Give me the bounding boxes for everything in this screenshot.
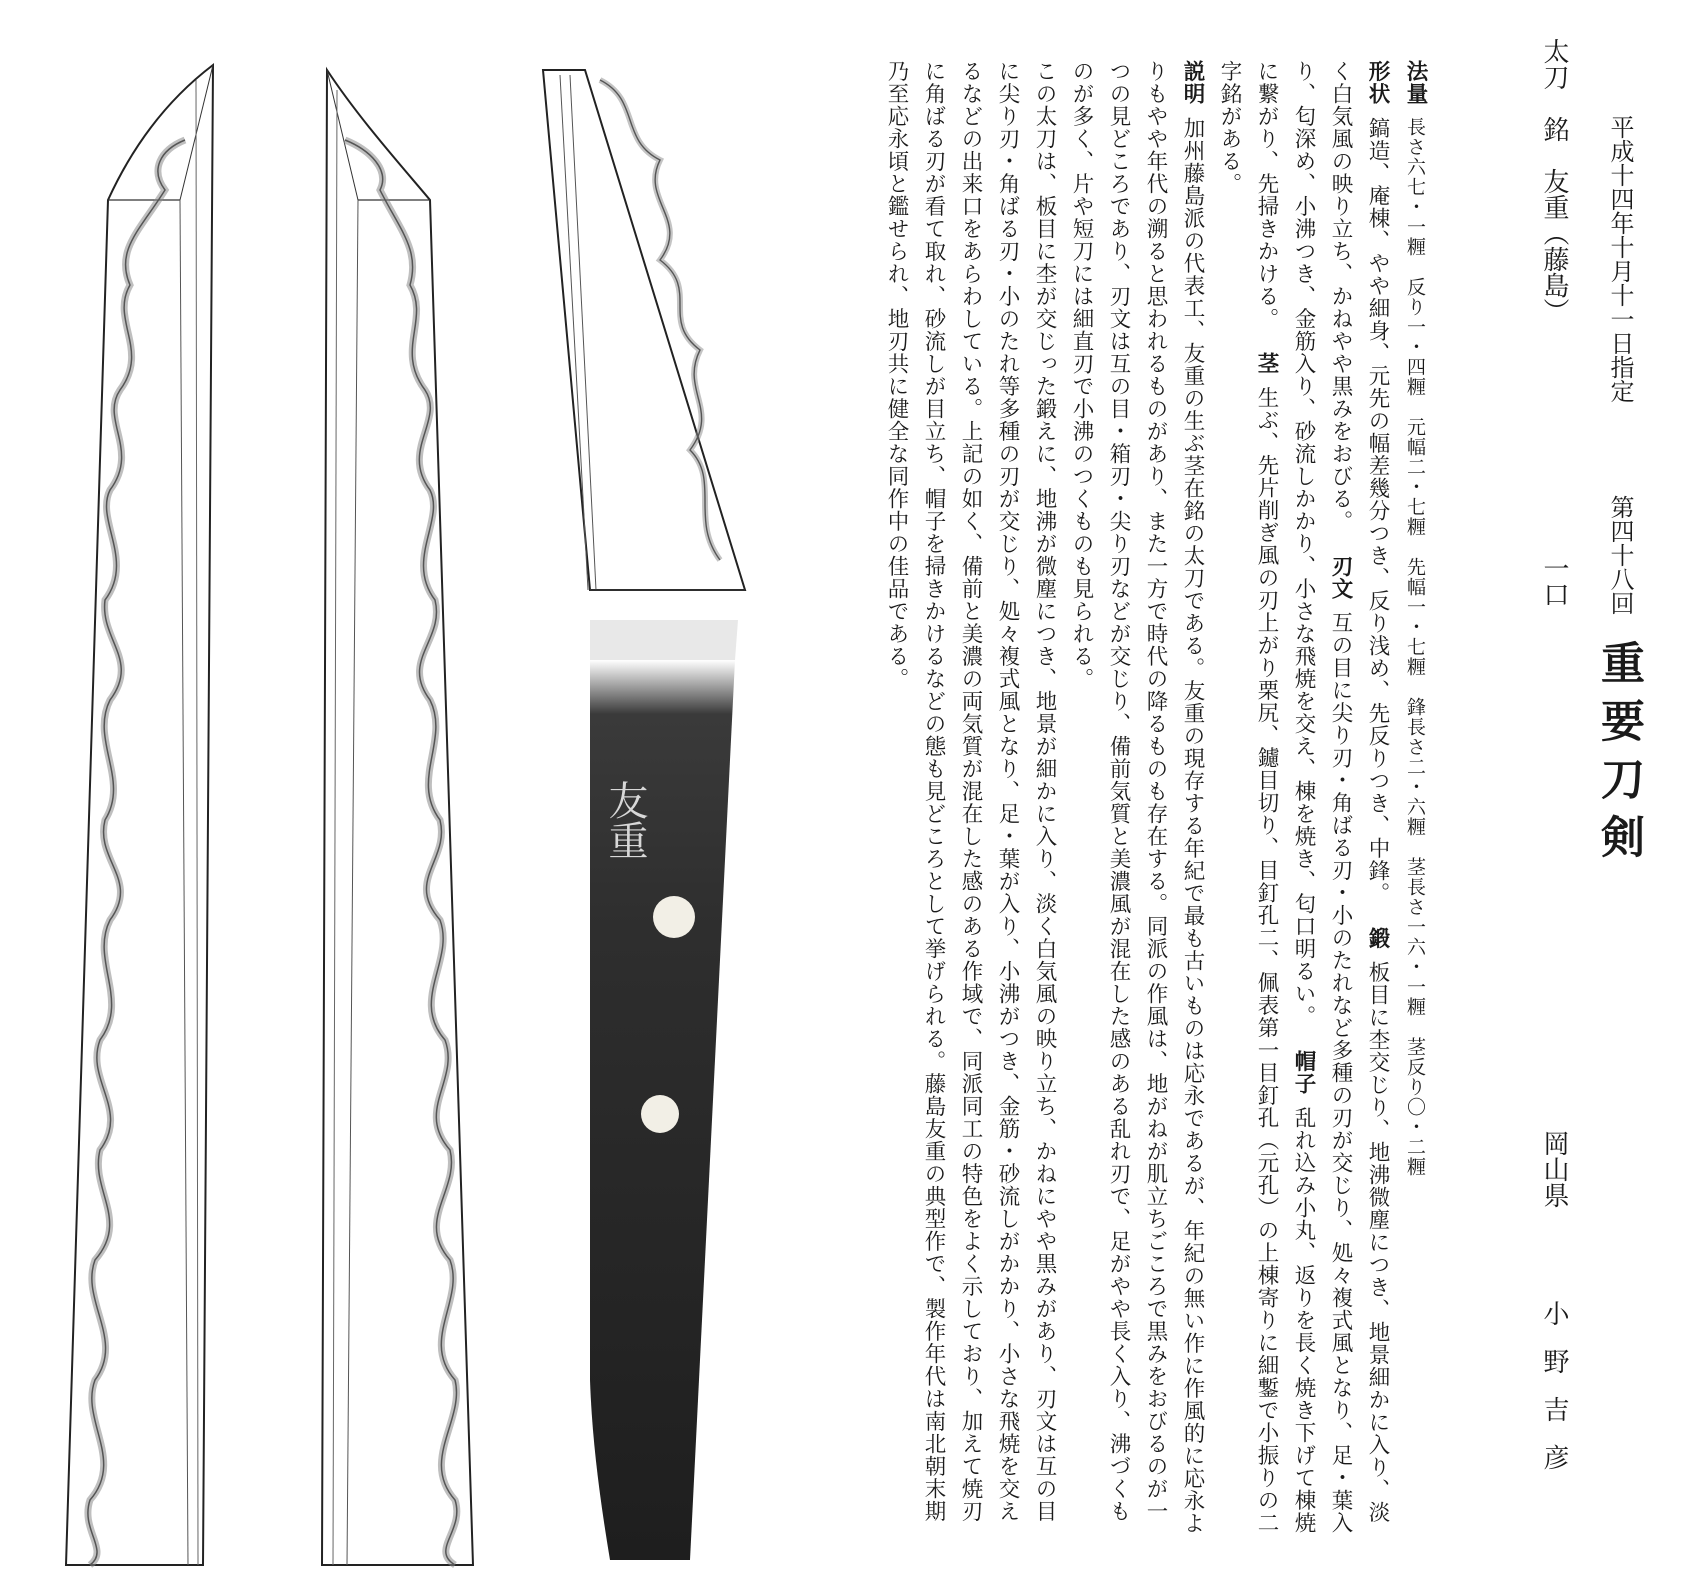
nakago-label: 茎 bbox=[1254, 352, 1279, 375]
tang-signature: 友重 bbox=[602, 780, 648, 860]
boshi-label: 帽子 bbox=[1291, 1049, 1316, 1095]
description-body bbox=[878, 60, 1434, 1540]
owner-name: 小野吉彦 bbox=[1539, 1300, 1569, 1492]
keijo-label: 形状 bbox=[1365, 60, 1390, 105]
blade-back-oshigata bbox=[322, 70, 473, 1565]
hamon-text: 互の目に尖り刃・角ばる刃・小のたれなど多種の刃が交じり、処々複式風となり、足・葉入り、匂深め、小沸つき、金筋入り、砂流しかかり、小さな飛焼を交え、棟を焼き、匂口明るい。 bbox=[1291, 60, 1353, 1534]
keijo-text: 鎬造、庵棟、やや細身、元先の幅差幾分つき、反り浅め、先反りつき、中鋒。 bbox=[1365, 117, 1390, 905]
mekugi-hole-1 bbox=[653, 896, 695, 938]
horyo-text: 長さ六七・一糎 反り一・四糎 元幅二・七糎 先幅一・七糎 鋒長さ二・六糎 茎長さ一六・一糎 茎反り〇・二糎 bbox=[1404, 117, 1426, 1177]
setsumei-paragraph-2 bbox=[878, 60, 1063, 1540]
keijo-paragraph bbox=[1211, 60, 1396, 1540]
mekugi-hole-2 bbox=[641, 1095, 679, 1133]
horyo-paragraph bbox=[1396, 60, 1434, 1540]
nakago-text: 生ぶ、先片削ぎ風の刃上がり栗尻、鑢目切り、目釘孔二、佩表第一目釘孔（元孔）の上棟寄りに細鏨で小振りの二字銘がある。 bbox=[1217, 60, 1279, 1534]
boshi-text: 乱れ込み小丸、返りを長く焼き下げて棟焼に繋がり、先掃きかける。 bbox=[1254, 60, 1316, 1534]
hamon-label: 刃文 bbox=[1328, 554, 1353, 600]
kitae-text: 板目に杢交じり、地沸微塵につき、地景細かに入り、淡く白気風の映り立ち、かねやや黒みをおびる。 bbox=[1328, 60, 1390, 1524]
sword-illustrations bbox=[0, 0, 780, 1584]
session-number: 第四十八回 bbox=[1606, 495, 1634, 615]
kitae-label: 鍛 bbox=[1365, 926, 1390, 949]
item-count: 一口 bbox=[1539, 555, 1569, 607]
item-name: 太刀 銘 友重（藤島） bbox=[1539, 38, 1569, 324]
horyo-label: 法量 bbox=[1403, 60, 1428, 105]
page-title: 重要刀剣 bbox=[1593, 640, 1644, 872]
setsumei-text-2: この太刀は、板目に杢が交じった鍛えに、地沸が微塵につき、地景が細かに入り、淡く白気風の映り立ち、かねにやや黒みがあり、刃文は互の目に尖り刃・角ばる刃・小のたれ等多種の刃が交じり、処々複式風となり、足・葉が入り、小沸がつき、金筋・砂流しがかかり、小さな飛焼を交えるなどの出来口をあらわしている。上記の如く、備前と美濃の両気質が混在した感のある作域で、同派同工の特色をよく示しており、加えて焼刃に角ばる刃が看て取れ、砂流しが目立ち、帽子を掃きかけるなどの態も見どころとして挙げられる。藤島友重の典型作で、製作年代は南北朝末期乃至応永頃と鑑せられ、地刃共に健全な同作中の佳品である。 bbox=[884, 60, 1057, 1523]
blade-front-oshigata bbox=[66, 65, 213, 1565]
setsumei-text-1: 加州藤島派の代表工、友重の生ぶ茎在銘の太刀である。友重の現存する年紀で最も古いものは応永であるが、年紀の無い作に作風的に応永よりもやや年代の溯ると思われるものがあり、また一方で時代の降るものも存在する。同派の作風は、地がねが肌立ちごころで黒みをおびるのが一つの見どころであり、刃文は互の目・箱刃・尖り刃などが交じり、備前気質と美濃風が混在した感のある乱れ刃で、足がやや長く入り、沸づくものが多く、片や短刀には細直刃で小沸のつくものも見られる。 bbox=[1069, 60, 1205, 1535]
tang-oshigata bbox=[543, 70, 745, 1560]
designation-date: 平成十四年十月十一日指定 bbox=[1606, 115, 1634, 403]
owner-prefecture: 岡山県 bbox=[1539, 1130, 1569, 1208]
setsumei-paragraph-1 bbox=[1063, 60, 1211, 1540]
setsumei-label: 説明 bbox=[1180, 60, 1205, 105]
